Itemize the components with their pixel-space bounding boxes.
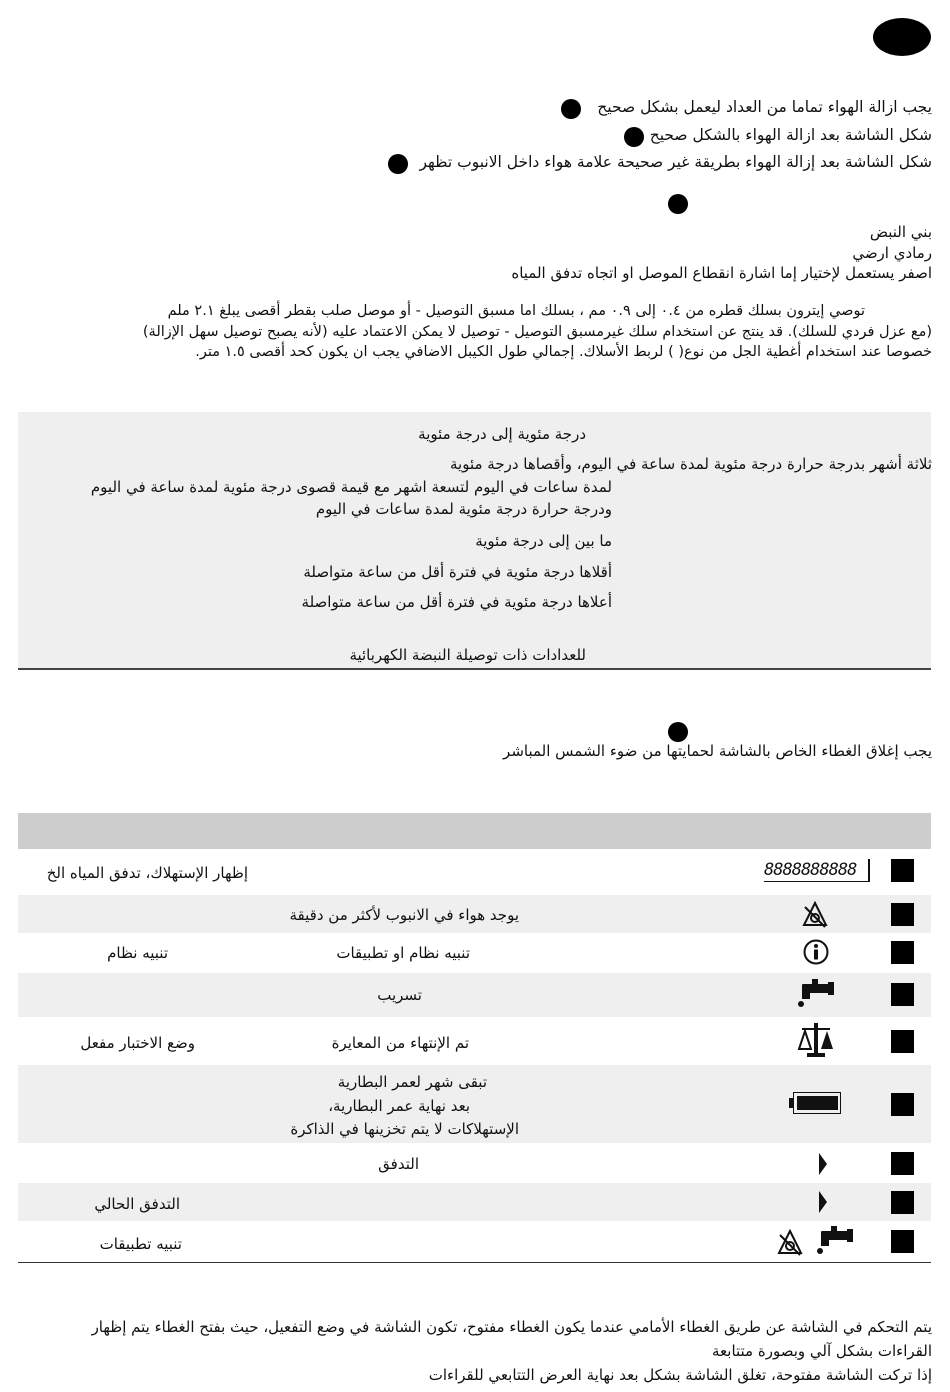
correct-display-line: شكل الشاشة بعد ازالة الهواء بالشكل صحيح <box>649 126 932 144</box>
air-in-pipe-icon <box>802 901 828 929</box>
bullet-dot <box>668 194 688 214</box>
row-note-app-alert: تنبيه تطبيقات <box>99 1235 182 1253</box>
info-icon <box>803 939 829 965</box>
flow-arrow-icon <box>818 1152 828 1176</box>
table-bottom-rule <box>18 1262 931 1263</box>
indicator-square <box>891 1230 914 1253</box>
calibration-scale-icon <box>797 1021 835 1059</box>
temp-between: ما بين إلى درجة مئوية <box>475 532 612 550</box>
row-desc-calibration: تم الإنتهاء من المعايرة <box>331 1034 469 1052</box>
digits-display-icon: 8888888888 <box>764 859 870 882</box>
wire-gray: رمادي ارضي <box>852 244 932 262</box>
indicator-square <box>891 1030 914 1053</box>
row-desc-leak: تسريب <box>377 986 422 1004</box>
indicator-square <box>891 1191 914 1214</box>
storage-line-2: لمدة ساعات في اليوم لتسعة اشهر مع قيمة قصوى درجة مئوية لمدة ساعة في اليوم <box>90 478 612 496</box>
indicator-square <box>891 859 914 882</box>
bullet-dot <box>668 722 688 742</box>
temp-max: أعلاها درجة مئوية في فترة أقل من ساعة متواصلة <box>301 593 612 611</box>
battery-line-1: تبقى شهر لعمر البطارية <box>337 1073 487 1091</box>
row-desc-flow: التدفق <box>378 1155 419 1173</box>
wire-brown: بني النبض <box>869 223 932 241</box>
sun-protection-note: يجب إغلاق الغطاء الخاص بالشاشة لحمايتها من ضوء الشمس المباشر <box>503 742 932 760</box>
temp-min: أقلاها درجة مئوية في فترة أقل من ساعة متواصلة <box>303 563 612 581</box>
pulse-note: للعدادات ذات توصيلة النبضة الكهربائية <box>349 646 586 664</box>
battery-line-3: الإستهلاكات لا يتم تخزينها في الذاكرة <box>290 1120 519 1138</box>
indicator-square <box>891 1152 914 1175</box>
footer-line-1: يتم التحكم في الشاشة عن طريق الغطاء الأمامي عندما يكون الغطاء مفتوح، تكون الشاشة في وضع التفعيل، حيث بفتح الغطاء يتم إظهار <box>91 1318 932 1336</box>
wire-yellow: اصفر يستعمل لإختيار إما اشارة انقطاع الموصل او اتجاه تدفق المياه <box>511 264 932 282</box>
bullet-dot <box>624 127 644 147</box>
row-desc-display: إظهار الإستهلاك، تدفق المياه الخ <box>46 864 248 882</box>
row-desc-info: تنبيه نظام او تطبيقات <box>336 944 470 962</box>
indicator-square <box>891 983 914 1006</box>
table-row-bg <box>18 973 931 1017</box>
bullet-dot <box>561 99 581 119</box>
footer-line-3: إذا تركت الشاشة مفتوحة، تغلق الشاشة بشكل بعد نهاية العرض التتابعي للقراءات <box>428 1366 932 1384</box>
row-note-info: تنبيه نظام <box>107 944 168 962</box>
row-note-calibration: وضع الاختبار مفعل <box>80 1034 195 1052</box>
cable-line-3: خصوصا عند استخدام أغطية الجل من نوع( ) لربط الأسلاك. إجمالي طول الكيبل الاضافي يجب ان يكون كحد أقصى ١.٥ متر. <box>195 344 932 360</box>
cable-line-2: (مع عزل فردي للسلك). قد ينتج عن استخدام سلك غيرمسبق التوصيل - توصيل لا يمكن الاعتماد عليه (لأنه يصبح توصيل سهل الإزالة) <box>142 324 932 340</box>
table-header <box>18 813 931 849</box>
leak-tap-icon <box>815 1224 855 1256</box>
storage-line-3: ودرجة حرارة درجة مئوية لمدة ساعات في اليوم <box>315 500 612 518</box>
storage-line-1: ثلاثة أشهر بدرجة حرارة درجة مئوية لمدة ساعة في اليوم، وأقصاها درجة مئوية <box>450 455 932 473</box>
row-note-current-flow: التدفق الحالي <box>94 1195 180 1213</box>
footer-line-2: القراءات بشكل آلي وبصورة متتابعة <box>711 1342 932 1360</box>
temp-range: درجة مئوية إلى درجة مئوية <box>418 425 586 443</box>
row-desc-air: يوجد هواء في الانبوب لأكثر من دقيقة <box>289 906 519 924</box>
indicator-square <box>891 1093 914 1116</box>
air-in-pipe-icon <box>777 1229 803 1257</box>
incorrect-display-line: شكل الشاشة بعد إزالة الهواء بطريقة غير صحيحة علامة هواء داخل الانبوب تظهر <box>419 153 932 171</box>
leak-tap-icon <box>796 977 836 1009</box>
bullet-dot <box>388 154 408 174</box>
page-badge <box>873 18 931 56</box>
cable-line-1: توصي إيترون بسلك قطره من ٠.٤ إلى ٠.٩ مم ، بسلك اما مسبق التوصيل - أو موصل صلب بقطر أقصى يبلغ ٢.١ ملم <box>167 303 865 319</box>
air-removal-line: يجب ازالة الهواء تماما من العداد ليعمل بشكل صحيح <box>597 98 932 116</box>
indicator-square <box>891 903 914 926</box>
indicator-square <box>891 941 914 964</box>
current-flow-icon <box>818 1190 828 1214</box>
battery-line-2: بعد نهاية عمر البطارية، <box>328 1097 470 1115</box>
battery-icon <box>789 1092 841 1114</box>
